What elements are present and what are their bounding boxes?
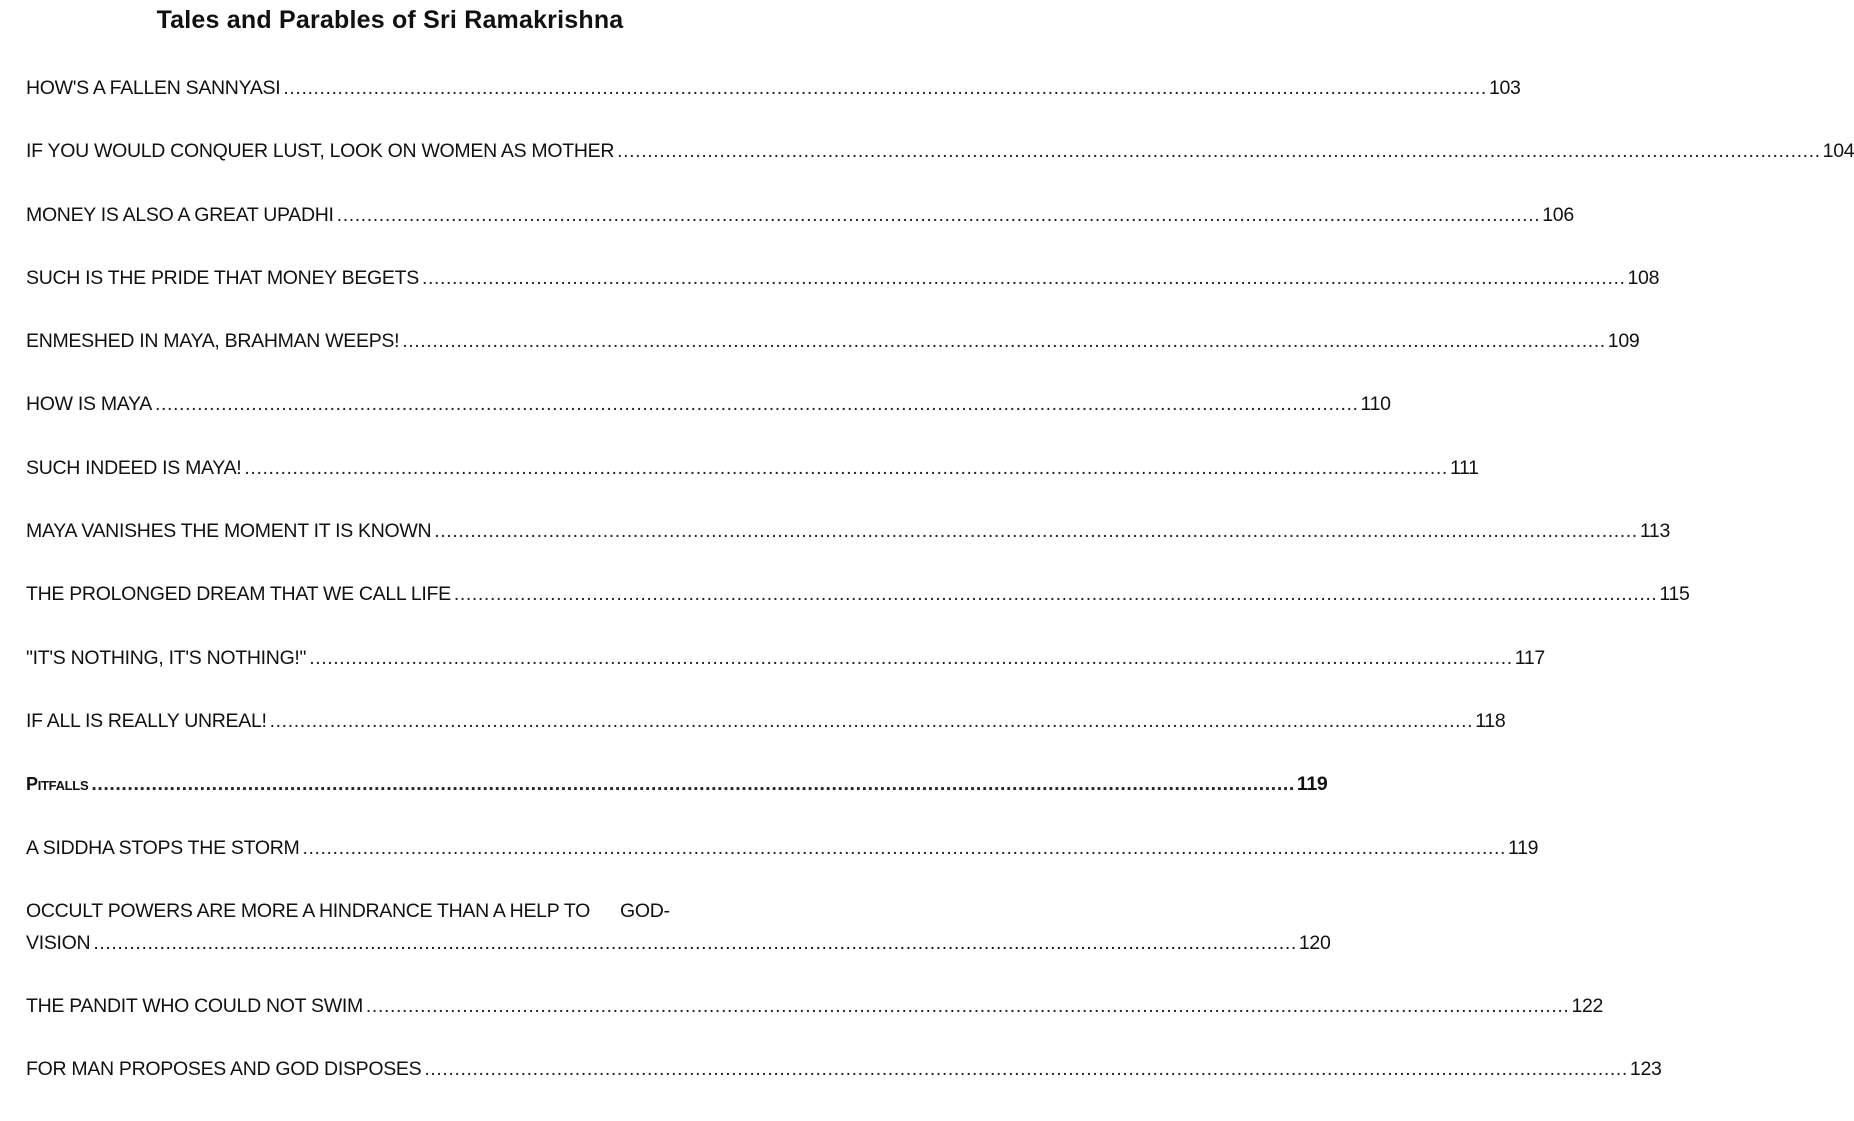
toc-entry[interactable] bbox=[26, 140, 1854, 203]
toc-entry[interactable] bbox=[26, 646, 1545, 710]
dot-leader: ........................................................................................................................................................................................................ bbox=[365, 994, 1570, 1017]
toc-page-number: 122 bbox=[1571, 994, 1604, 1017]
toc-entry-title: A SIDDHA STOPS THE STORM bbox=[26, 836, 300, 859]
toc-page-number: 106 bbox=[1542, 203, 1574, 226]
toc-entry-title: THE PROLONGED DREAM THAT WE CALL LIFE bbox=[26, 583, 451, 606]
toc-entry[interactable] bbox=[26, 393, 1391, 456]
dot-leader: ........................................................................................................................................................................................................ bbox=[244, 456, 1448, 479]
toc-page-number: 123 bbox=[1629, 1058, 1662, 1081]
toc-entry[interactable] bbox=[26, 836, 1539, 900]
toc-entry[interactable] bbox=[26, 456, 1479, 520]
toc-entry[interactable] bbox=[26, 520, 1671, 583]
toc-entry[interactable] bbox=[26, 1058, 1662, 1121]
dot-leader: ........................................................................................................................................................................................................ bbox=[283, 77, 1487, 99]
toc-page-number: 113 bbox=[1639, 520, 1671, 543]
toc-entry[interactable] bbox=[26, 583, 1690, 646]
toc-entry[interactable] bbox=[26, 899, 1331, 995]
toc-entry[interactable] bbox=[26, 709, 1506, 773]
toc-page-number: 115 bbox=[1659, 583, 1690, 606]
toc-entry[interactable] bbox=[26, 994, 1604, 1058]
toc-page-number: 111 bbox=[1449, 456, 1479, 479]
dot-leader: ........................................................................................................................................................................................................ bbox=[91, 773, 1295, 796]
toc-entry-title: HOW'S A FALLEN SANNYASI bbox=[26, 77, 281, 99]
toc-entry-title: MAYA VANISHES THE MOMENT IT IS KNOWN bbox=[26, 520, 432, 543]
toc-page-number: 103 bbox=[1488, 77, 1521, 99]
toc-entry[interactable] bbox=[26, 203, 1574, 267]
dot-leader: ........................................................................................................................................................................................................ bbox=[421, 266, 1626, 289]
dot-leader: ........................................................................................................................................................................................................ bbox=[617, 140, 1821, 163]
toc-entry-title: MONEY IS ALSO A GREAT UPADHI bbox=[26, 203, 334, 226]
dot-leader: ........................................................................................................................................................................................................ bbox=[402, 330, 1606, 353]
toc-page-number: 109 bbox=[1607, 330, 1640, 353]
toc-entry-title: IF ALL IS REALLY UNREAL! bbox=[26, 709, 267, 732]
dot-leader: ........................................................................................................................................................................................................ bbox=[336, 203, 1541, 226]
toc-page-number: 119 bbox=[1508, 836, 1539, 859]
toc-entry-title: FOR MAN PROPOSES AND GOD DISPOSES bbox=[26, 1058, 422, 1081]
dot-leader: ........................................................................................................................................................................................................ bbox=[434, 520, 1638, 543]
toc-section-heading[interactable] bbox=[26, 773, 1328, 836]
dot-leader: ........................................................................................................................................................................................................ bbox=[309, 646, 1513, 669]
toc-entry[interactable] bbox=[26, 266, 1660, 330]
page-title: Tales and Parables of Sri Ramakrishna bbox=[156, 6, 624, 34]
toc-entry-title-line2 bbox=[26, 931, 1331, 955]
toc-entry-title: OCCULT POWERS ARE MORE A HINDRANCE THAN A HELP TO bbox=[26, 899, 590, 922]
dot-leader: ........................................................................................................................................................................................................ bbox=[453, 583, 1658, 606]
dot-leader: ........................................................................................................................................................................................................ bbox=[269, 709, 1474, 732]
table-of-contents bbox=[26, 77, 1854, 1121]
toc-page-number: 117 bbox=[1514, 646, 1545, 669]
dot-leader: ........................................................................................................................................................................................................ bbox=[154, 393, 1359, 416]
dot-leader: ........................................................................................................................................................................................................ bbox=[302, 836, 1507, 859]
toc-page-number: 118 bbox=[1475, 709, 1506, 732]
toc-entry-title: "IT'S NOTHING, IT'S NOTHING!" bbox=[26, 646, 307, 669]
toc-entry-title-continuation: GOD- bbox=[619, 899, 670, 922]
toc-page-number: 119 bbox=[1296, 773, 1328, 796]
toc-entry-title: SUCH IS THE PRIDE THAT MONEY BEGETS bbox=[26, 266, 419, 289]
toc-entry-title: IF YOU WOULD CONQUER LUST, LOOK ON WOMEN AS MOTHER bbox=[26, 140, 615, 163]
toc-page-number: 110 bbox=[1360, 393, 1391, 416]
toc-page-number: 120 bbox=[1298, 931, 1331, 954]
toc-entry-title: SUCH INDEED IS MAYA! bbox=[26, 456, 242, 479]
dot-leader: ........................................................................................................................................................................................................ bbox=[424, 1058, 1628, 1081]
toc-entry[interactable] bbox=[26, 77, 1521, 140]
toc-page-number: 108 bbox=[1627, 266, 1660, 289]
toc-entry[interactable] bbox=[26, 330, 1640, 393]
dot-leader: ........................................................................................................................................................................................................ bbox=[93, 931, 1297, 954]
toc-entry-title-end: VISION bbox=[26, 931, 91, 954]
toc-entry-title: THE PANDIT WHO COULD NOT SWIM bbox=[26, 994, 363, 1017]
toc-entry-title-line1 bbox=[26, 900, 766, 932]
toc-section-title: Pitfalls bbox=[26, 774, 89, 795]
toc-entry-title: ENMESHED IN MAYA, BRAHMAN WEEPS! bbox=[26, 330, 400, 353]
toc-page-number: 104 bbox=[1822, 140, 1854, 163]
toc-entry-title: HOW IS MAYA bbox=[26, 393, 152, 416]
